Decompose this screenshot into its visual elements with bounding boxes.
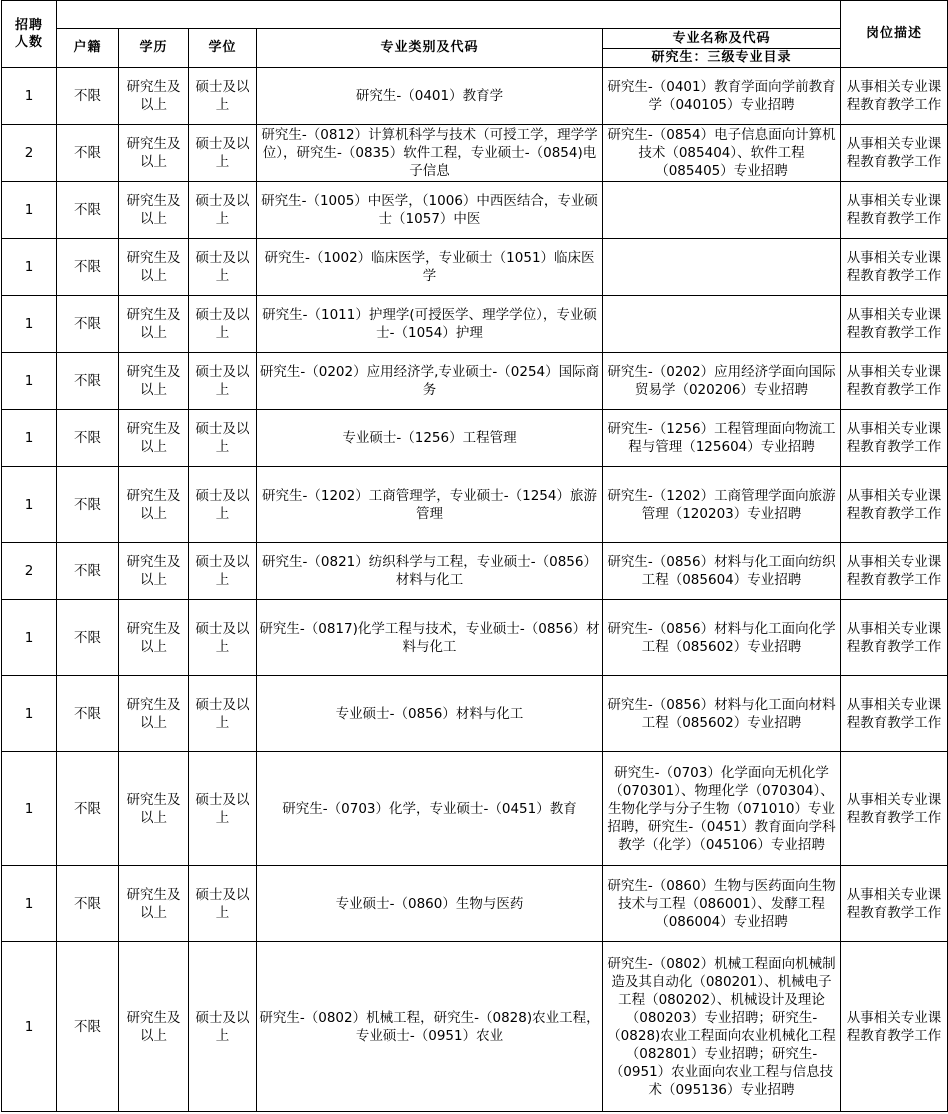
table-row <box>2 467 948 543</box>
row-major-name: 研究生-（0854）电子信息面向计算机技术（085404）、软件工程（085405）专业招聘 <box>603 125 841 182</box>
table-row <box>2 600 948 676</box>
row-description: 从事相关专业课程教育教学工作 <box>841 182 948 239</box>
row-count: 1 <box>2 942 57 1112</box>
row-major-category: 研究生-（0817)化学工程与技术，专业硕士-（0856）材料与化工 <box>257 600 603 676</box>
row-major-category: 研究生-（0812）计算机科学与技术（可授工学，理学学位），研究生-（0835）软件工程，专业硕士-（0854)电子信息 <box>257 125 603 182</box>
table-row <box>2 296 948 353</box>
row-degree: 硕士及以上 <box>189 125 257 182</box>
row-degree: 硕士及以上 <box>189 467 257 543</box>
row-hukou: 不限 <box>57 600 119 676</box>
header-hukou: 户籍 <box>57 29 119 68</box>
row-count: 1 <box>2 866 57 942</box>
row-count: 1 <box>2 68 57 125</box>
row-hukou: 不限 <box>57 942 119 1112</box>
row-count: 1 <box>2 296 57 353</box>
row-education: 研究生及以上 <box>119 467 189 543</box>
row-education: 研究生及以上 <box>119 353 189 410</box>
row-description: 从事相关专业课程教育教学工作 <box>841 296 948 353</box>
row-education: 研究生及以上 <box>119 543 189 600</box>
row-hukou: 不限 <box>57 676 119 752</box>
row-count: 1 <box>2 239 57 296</box>
row-degree: 硕士及以上 <box>189 600 257 676</box>
row-major-category: 研究生-（0802）机械工程，研究生-（0828)农业工程，专业硕士-（0951）农业 <box>257 942 603 1112</box>
table-row <box>2 942 948 1112</box>
row-major-name: 研究生-（0202）应用经济学面向国际贸易学（020206）专业招聘 <box>603 353 841 410</box>
row-description: 从事相关专业课程教育教学工作 <box>841 752 948 866</box>
table-row <box>2 752 948 866</box>
row-hukou: 不限 <box>57 752 119 866</box>
row-major-category: 专业硕士-（1256）工程管理 <box>257 410 603 467</box>
row-major-category: 研究生-（0703）化学，专业硕士-（0451）教育 <box>257 752 603 866</box>
row-degree: 硕士及以上 <box>189 68 257 125</box>
row-major-name: 研究生-（0856）材料与化工面向纺织工程（085604）专业招聘 <box>603 543 841 600</box>
table-row <box>2 410 948 467</box>
row-major-category: 研究生-（1202）工商管理学，专业硕士-（1254）旅游管理 <box>257 467 603 543</box>
row-count: 1 <box>2 410 57 467</box>
row-major-category: 研究生-（0202）应用经济学,专业硕士-（0254）国际商务 <box>257 353 603 410</box>
header-major-name <box>603 29 841 68</box>
row-description: 从事相关专业课程教育教学工作 <box>841 68 948 125</box>
row-description: 从事相关专业课程教育教学工作 <box>841 866 948 942</box>
row-education: 研究生及以上 <box>119 296 189 353</box>
row-major-name: 研究生-（0856）材料与化工面向化学工程（085602）专业招聘 <box>603 600 841 676</box>
row-education: 研究生及以上 <box>119 125 189 182</box>
row-degree: 硕士及以上 <box>189 353 257 410</box>
row-description: 从事相关专业课程教育教学工作 <box>841 942 948 1112</box>
header-education: 学历 <box>119 29 189 68</box>
row-count: 2 <box>2 543 57 600</box>
header-row-top <box>2 1 948 29</box>
row-education: 研究生及以上 <box>119 942 189 1112</box>
table-row <box>2 68 948 125</box>
row-description: 从事相关专业课程教育教学工作 <box>841 410 948 467</box>
row-degree: 硕士及以上 <box>189 410 257 467</box>
row-degree: 硕士及以上 <box>189 752 257 866</box>
row-degree: 硕士及以上 <box>189 543 257 600</box>
row-hukou: 不限 <box>57 467 119 543</box>
row-major-name: 研究生-（0856）材料与化工面向材料工程（085602）专业招聘 <box>603 676 841 752</box>
row-degree: 硕士及以上 <box>189 182 257 239</box>
row-hukou: 不限 <box>57 125 119 182</box>
table-row <box>2 866 948 942</box>
row-hukou: 不限 <box>57 353 119 410</box>
row-education: 研究生及以上 <box>119 410 189 467</box>
row-hukou: 不限 <box>57 866 119 942</box>
row-major-category: 研究生-（1002）临床医学，专业硕士（1051）临床医学 <box>257 239 603 296</box>
row-count: 1 <box>2 752 57 866</box>
table-row <box>2 676 948 752</box>
row-description: 从事相关专业课程教育教学工作 <box>841 600 948 676</box>
row-education: 研究生及以上 <box>119 752 189 866</box>
table-row <box>2 543 948 600</box>
row-description: 从事相关专业课程教育教学工作 <box>841 543 948 600</box>
row-education: 研究生及以上 <box>119 68 189 125</box>
row-major-name: 研究生-（0860）生物与医药面向生物技术与工程（086001）、发酵工程（086004）专业招聘 <box>603 866 841 942</box>
row-education: 研究生及以上 <box>119 239 189 296</box>
row-degree: 硕士及以上 <box>189 676 257 752</box>
row-count: 1 <box>2 600 57 676</box>
row-education: 研究生及以上 <box>119 182 189 239</box>
table-row <box>2 353 948 410</box>
row-hukou: 不限 <box>57 296 119 353</box>
row-major-category: 研究生-（0401）教育学 <box>257 68 603 125</box>
table-row <box>2 125 948 182</box>
row-hukou: 不限 <box>57 182 119 239</box>
row-count: 1 <box>2 676 57 752</box>
header-major-name-sub: 研究生：三级专业目录 <box>603 48 841 67</box>
header-row <box>2 29 948 68</box>
header-major-category: 专业类别及代码 <box>257 29 603 68</box>
row-major-category: 研究生-（1005）中医学，（1006）中西医结合，专业硕士（1057）中医 <box>257 182 603 239</box>
row-education: 研究生及以上 <box>119 600 189 676</box>
row-description: 从事相关专业课程教育教学工作 <box>841 239 948 296</box>
table-row <box>2 182 948 239</box>
row-count: 2 <box>2 125 57 182</box>
row-education: 研究生及以上 <box>119 866 189 942</box>
header-blank <box>57 1 841 29</box>
row-description: 从事相关专业课程教育教学工作 <box>841 467 948 543</box>
row-count: 1 <box>2 182 57 239</box>
row-hukou: 不限 <box>57 239 119 296</box>
row-count: 1 <box>2 353 57 410</box>
row-degree: 硕士及以上 <box>189 866 257 942</box>
row-major-name: 研究生-（1256）工程管理面向物流工程与管理（125604）专业招聘 <box>603 410 841 467</box>
row-major-category: 专业硕士-（0860）生物与医药 <box>257 866 603 942</box>
row-major-category: 研究生-（1011）护理学(可授医学、理学学位），专业硕士-（1054）护理 <box>257 296 603 353</box>
row-major-name <box>603 182 841 239</box>
row-major-category: 专业硕士-（0856）材料与化工 <box>257 676 603 752</box>
row-major-name <box>603 296 841 353</box>
header-description: 岗位描述 <box>841 1 948 68</box>
table-body <box>2 68 948 1112</box>
header-degree: 学位 <box>189 29 257 68</box>
row-major-name: 研究生-（1202）工商管理学面向旅游管理（120203）专业招聘 <box>603 467 841 543</box>
row-major-category: 研究生-（0821）纺织科学与工程，专业硕士-（0856）材料与化工 <box>257 543 603 600</box>
row-description: 从事相关专业课程教育教学工作 <box>841 676 948 752</box>
row-education: 研究生及以上 <box>119 676 189 752</box>
header-major-name-label: 专业名称及代码 <box>672 30 771 46</box>
row-description: 从事相关专业课程教育教学工作 <box>841 353 948 410</box>
row-hukou: 不限 <box>57 543 119 600</box>
table-row <box>2 239 948 296</box>
row-description: 从事相关专业课程教育教学工作 <box>841 125 948 182</box>
row-hukou: 不限 <box>57 410 119 467</box>
header-count: 招聘 人数 <box>2 1 57 68</box>
row-major-name: 研究生-（0802）机械工程面向机械制造及其自动化（080201）、机械电子工程（080202）、机械设计及理论（080203）专业招聘；研究生-（0828)农业工程面向农业机械化工程（082801）专业招聘；研究生-（0951）农业面向农业工程与信息技术（095136）专业招聘 <box>603 942 841 1112</box>
recruitment-table <box>1 0 948 1112</box>
row-hukou: 不限 <box>57 68 119 125</box>
row-degree: 硕士及以上 <box>189 296 257 353</box>
row-count: 1 <box>2 467 57 543</box>
row-degree: 硕士及以上 <box>189 942 257 1112</box>
row-degree: 硕士及以上 <box>189 239 257 296</box>
row-major-name: 研究生-（0703）化学面向无机化学（070301）、物理化学（070304）、生物化学与分子生物（071010）专业招聘，研究生-（0451）教育面向学科教学（化学）（045106）专业招聘 <box>603 752 841 866</box>
row-major-name <box>603 239 841 296</box>
row-major-name: 研究生-（0401）教育学面向学前教育学（040105）专业招聘 <box>603 68 841 125</box>
